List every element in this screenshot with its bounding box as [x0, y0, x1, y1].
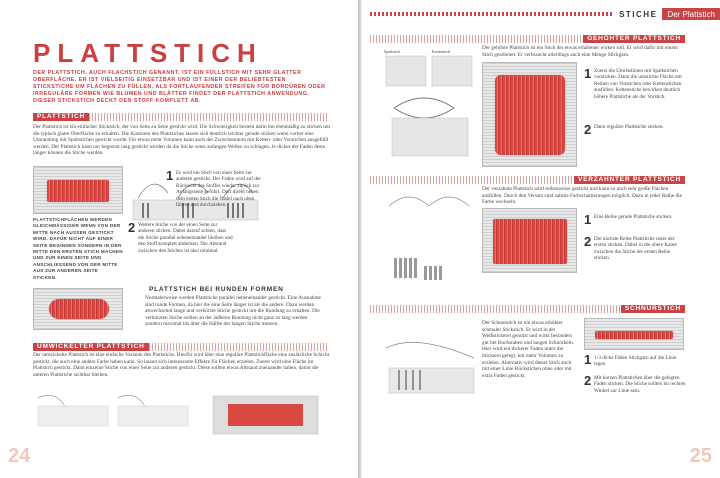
category-label: STICHE: [619, 9, 658, 19]
step-number-2: 2: [128, 220, 136, 235]
stitch-sample-photo: [482, 62, 577, 167]
step-number-2: 2: [584, 234, 592, 249]
step-2-text: Weitere Stiche von der einen Seite zur anderen sticken. Dabei darauf achten, dass die Stiche parallel nebeneinander bleiben und den Stoff komplett abdecken. Der Abstand zwischen den Stichen ist also minimal.: [138, 222, 233, 254]
section-title: PLATTSTICH: [33, 113, 89, 121]
header-stripe: [370, 176, 574, 184]
section-body: Der Plattstich ist ein einfacher Stickstich, der von Seite zu Seite gestickt wird. Die Schwierigkeit besteht darin ihn ebenmäßig zu sticken um die typisch glatte Oberfläche zu erhalten. Die Konturen des Plattstiches lassen sich deutlich leichter gerade sticken wenn vorher eine Umrandung mit Spaltstichen gestickt wurde. Für etwas mehr Volumen kann auch der Zwischenraum mit Ketten- oder Vorstichen ausgefüllt werden. Der Plattstich kann nur begrenzt lang gestickt werden da die Stiche sonst anfangen Wellen zu schlagen. Je dicker der Faden desto länger können die Stiche werden.: [33, 124, 330, 157]
step-number-1: 1: [584, 212, 592, 227]
step-1-text: Zuerst die Umrisslinien mit Spaltstichen vorsticken. Dann die umstickte Fläche mit Reihen von Vorstichen oder Kettenstichen ausfüllen. Kettenstiche bewirken deutlich höhere Plattstiche als der Vorstich.: [594, 68, 682, 100]
left-page: [0, 0, 358, 478]
category-header: [370, 8, 720, 20]
stitch-fill: [493, 219, 567, 264]
section-header-umwickelter: [33, 343, 328, 351]
step-number-1: 1: [584, 352, 592, 367]
page-title: PLATTSTICH: [33, 38, 263, 68]
subsection-header-runde-formen: [145, 286, 315, 294]
header-stripe: [370, 12, 614, 16]
stitch-fill: [49, 299, 109, 319]
right-page: [362, 0, 720, 478]
section-title: VERZAHNTER PLATTSTICH: [574, 176, 685, 184]
section-header-schnurstich: [370, 305, 685, 313]
step-number-1: 1: [584, 66, 592, 81]
stitch-diagram: [384, 318, 476, 408]
diagram-label: Spaltstich: [384, 49, 400, 54]
section-title: UMWICKELTER PLATTSTICH: [33, 343, 149, 351]
section-body: Der gehöhte Plattstich ist ein Stich der etwas erhabener wirken soll. Er wird dafür mit einem Stich gearbeitet. Er verbraucht allerdings auch eine Menge Stickgarn.: [482, 45, 678, 58]
step-1-text: 1-3 dicke Fäden Stickgarn auf die Linie legen.: [594, 355, 677, 368]
section-body: Normalerweise werden Plattstiche parallel nebeneinander gestickt. Eine Ausnahme sind runde Formen, da hier die eine Seite länger ist als die andere. Dazu werden abwechselnd lange und verkürzte Stiche gestickt um die Rundung zu erhalten. Die verkürzten Stiche sollten an der äußeren Rundung nicht ganz so lang werden sondern maximal bis über die Hälfte der langen Stiche messen.: [145, 295, 321, 328]
stitch-diagram-umwickelt: [33, 386, 330, 438]
step-2-text: Die nächste Reihe Plattstiche unter der ersten sticken. Dabei in die obere Kante zwischen die Stiche der ersten Reihe sticken.: [594, 236, 677, 262]
stitch-fill: [495, 75, 565, 155]
header-stripe: [370, 305, 621, 313]
section-header-verzahnter: [370, 176, 685, 184]
step-number-2: 2: [584, 122, 592, 137]
section-body: Der umwickelte Plattstich ist eine einfache Variante des Plattstichs. Hierfür wird über eine reguläre Plattstichfläche eine zusätzliche Schicht gestickt, die auch eine andere Farbe haben kann. So lassen sich interessante Effekte für Flächen erzielen. Zuerst wird eine Fläche im Plattstich gestickt. Dann einzelne Stiche von einer Seite zur anderen gestickt. Diese sollten etwas Abstand zueinander haben, damit die unteren Plattstiche sichtbar bleiben.: [33, 352, 330, 378]
tip-note: PLATTSTICHFLÄCHEN WERDEN GLEICHMÄSSIGER WENN VON DER MITTE NACH AUSSEN GESTICKT WIRD. DAFÜR NICHT AUF EINER SEITE BEGINNEN SONDERN IN DER MITTE DEN ERSTEN STICH MACHEN UND ZUR EINEN SEITE UND ANSCHLIESSEND VON DER MITTE AUS ZUR ANDEREN SEITE STICKEN.: [33, 217, 123, 280]
stitch-diagram: [33, 386, 330, 438]
stitch-sample-photo: [482, 208, 577, 273]
step-2-text: Dann reguläre Plattstiche sticken.: [594, 124, 664, 130]
header-stripe: [370, 35, 583, 43]
step-2-text: Mit kurzen Plattstichen über die gelegten Fäden sticken. Die Stiche sollten im rechten Winkel zur Linie sein.: [594, 375, 686, 394]
step-number-1: 1: [166, 168, 174, 183]
category-sublabel: Der Plattstich: [662, 8, 720, 20]
stitch-sample-photo: [584, 318, 684, 350]
page-number: 25: [689, 445, 712, 467]
stitch-sample-photo: [33, 166, 123, 214]
step-number-2: 2: [584, 373, 592, 388]
step-1-text: Eine Reihe gerade Plattstiche sticken.: [594, 214, 673, 220]
stitch-diagram: [384, 48, 476, 163]
step-1-text: Es wird ein Stich von einer Seite zur anderen gestickt. Der Faden wird auf der Rückseite des Stoffes wieder zurück zur Anfangsseite geführt. Dort direkt neben dem ersten Stich die Nadel nach oben führen und durchziehen.: [176, 170, 261, 209]
diagram-label: Kettenstich: [432, 49, 451, 54]
intro-text: DER PLATTSTICH, AUCH FLACHSTICH GENANNT, IST EIN FÜLLSTICH MIT SEHR GLATTER OBERFLÄCHE. ER IST VIELSEITIG EINSETZBAR UND IST EINER DER BELIEBTESTEN STICKSTICHE UM FLÄCHEN ZU FÜLLEN. ALS FORTLAUFENDER STREIFEN FÜR BORDÜREN ODER IRREGULÄRE FORMEN WIE BLUMEN UND BLÄTTER FINDET DER PLATTSTICH ANWENDUNG. DIESER STICKSTICH DECKT DEN STOFF KOMPLETT AB.: [33, 70, 326, 104]
header-stripe: [149, 343, 328, 351]
section-title: PLATTSTICH BEI RUNDEN FORMEN: [149, 286, 284, 293]
section-title: SCHNURSTICH: [621, 305, 685, 313]
section-title: GEHÖHTER PLATTSTICH: [583, 35, 685, 43]
stitch-sample-photo: [33, 288, 123, 330]
section-header-gehoehter: [370, 35, 685, 43]
stitch-fill: [47, 180, 109, 202]
page-number: 24: [8, 445, 31, 467]
stitch-diagram-schnur: [384, 318, 476, 408]
header-stripe: [89, 113, 328, 121]
stitch-diagram-verzahnt: [384, 186, 476, 286]
stitch-fill: [595, 331, 673, 339]
section-header-plattstich: [33, 113, 328, 121]
section-body: Der Schnurstich ist ein etwas erhöhter schmaler Stickstich. Er wird in der Weißstickerei genutzt und wirkt besonders gut bei Buchstaben und langen Schnörkeln. Hier wird ein dickerer Faden unter die Stickerei gelegt, um mehr Volumen zu erzielen. Alternativ wird dieser Stich auch mit einer Linie Rückstichen ohne oder mit extra Faden gestickt.: [482, 320, 575, 379]
stitch-diagram: [384, 186, 476, 286]
section-body: Der verzahnte Plattstich wird reihenweise gestickt und kann so auch sehr große Flächen ausfüllen. Durch den Versatz sind subtile Farbschattierungen möglich. Dazu in jeder Reihe die Farbe wechseln.: [482, 186, 682, 206]
stitch-diagram-gehoeht: [384, 48, 476, 163]
